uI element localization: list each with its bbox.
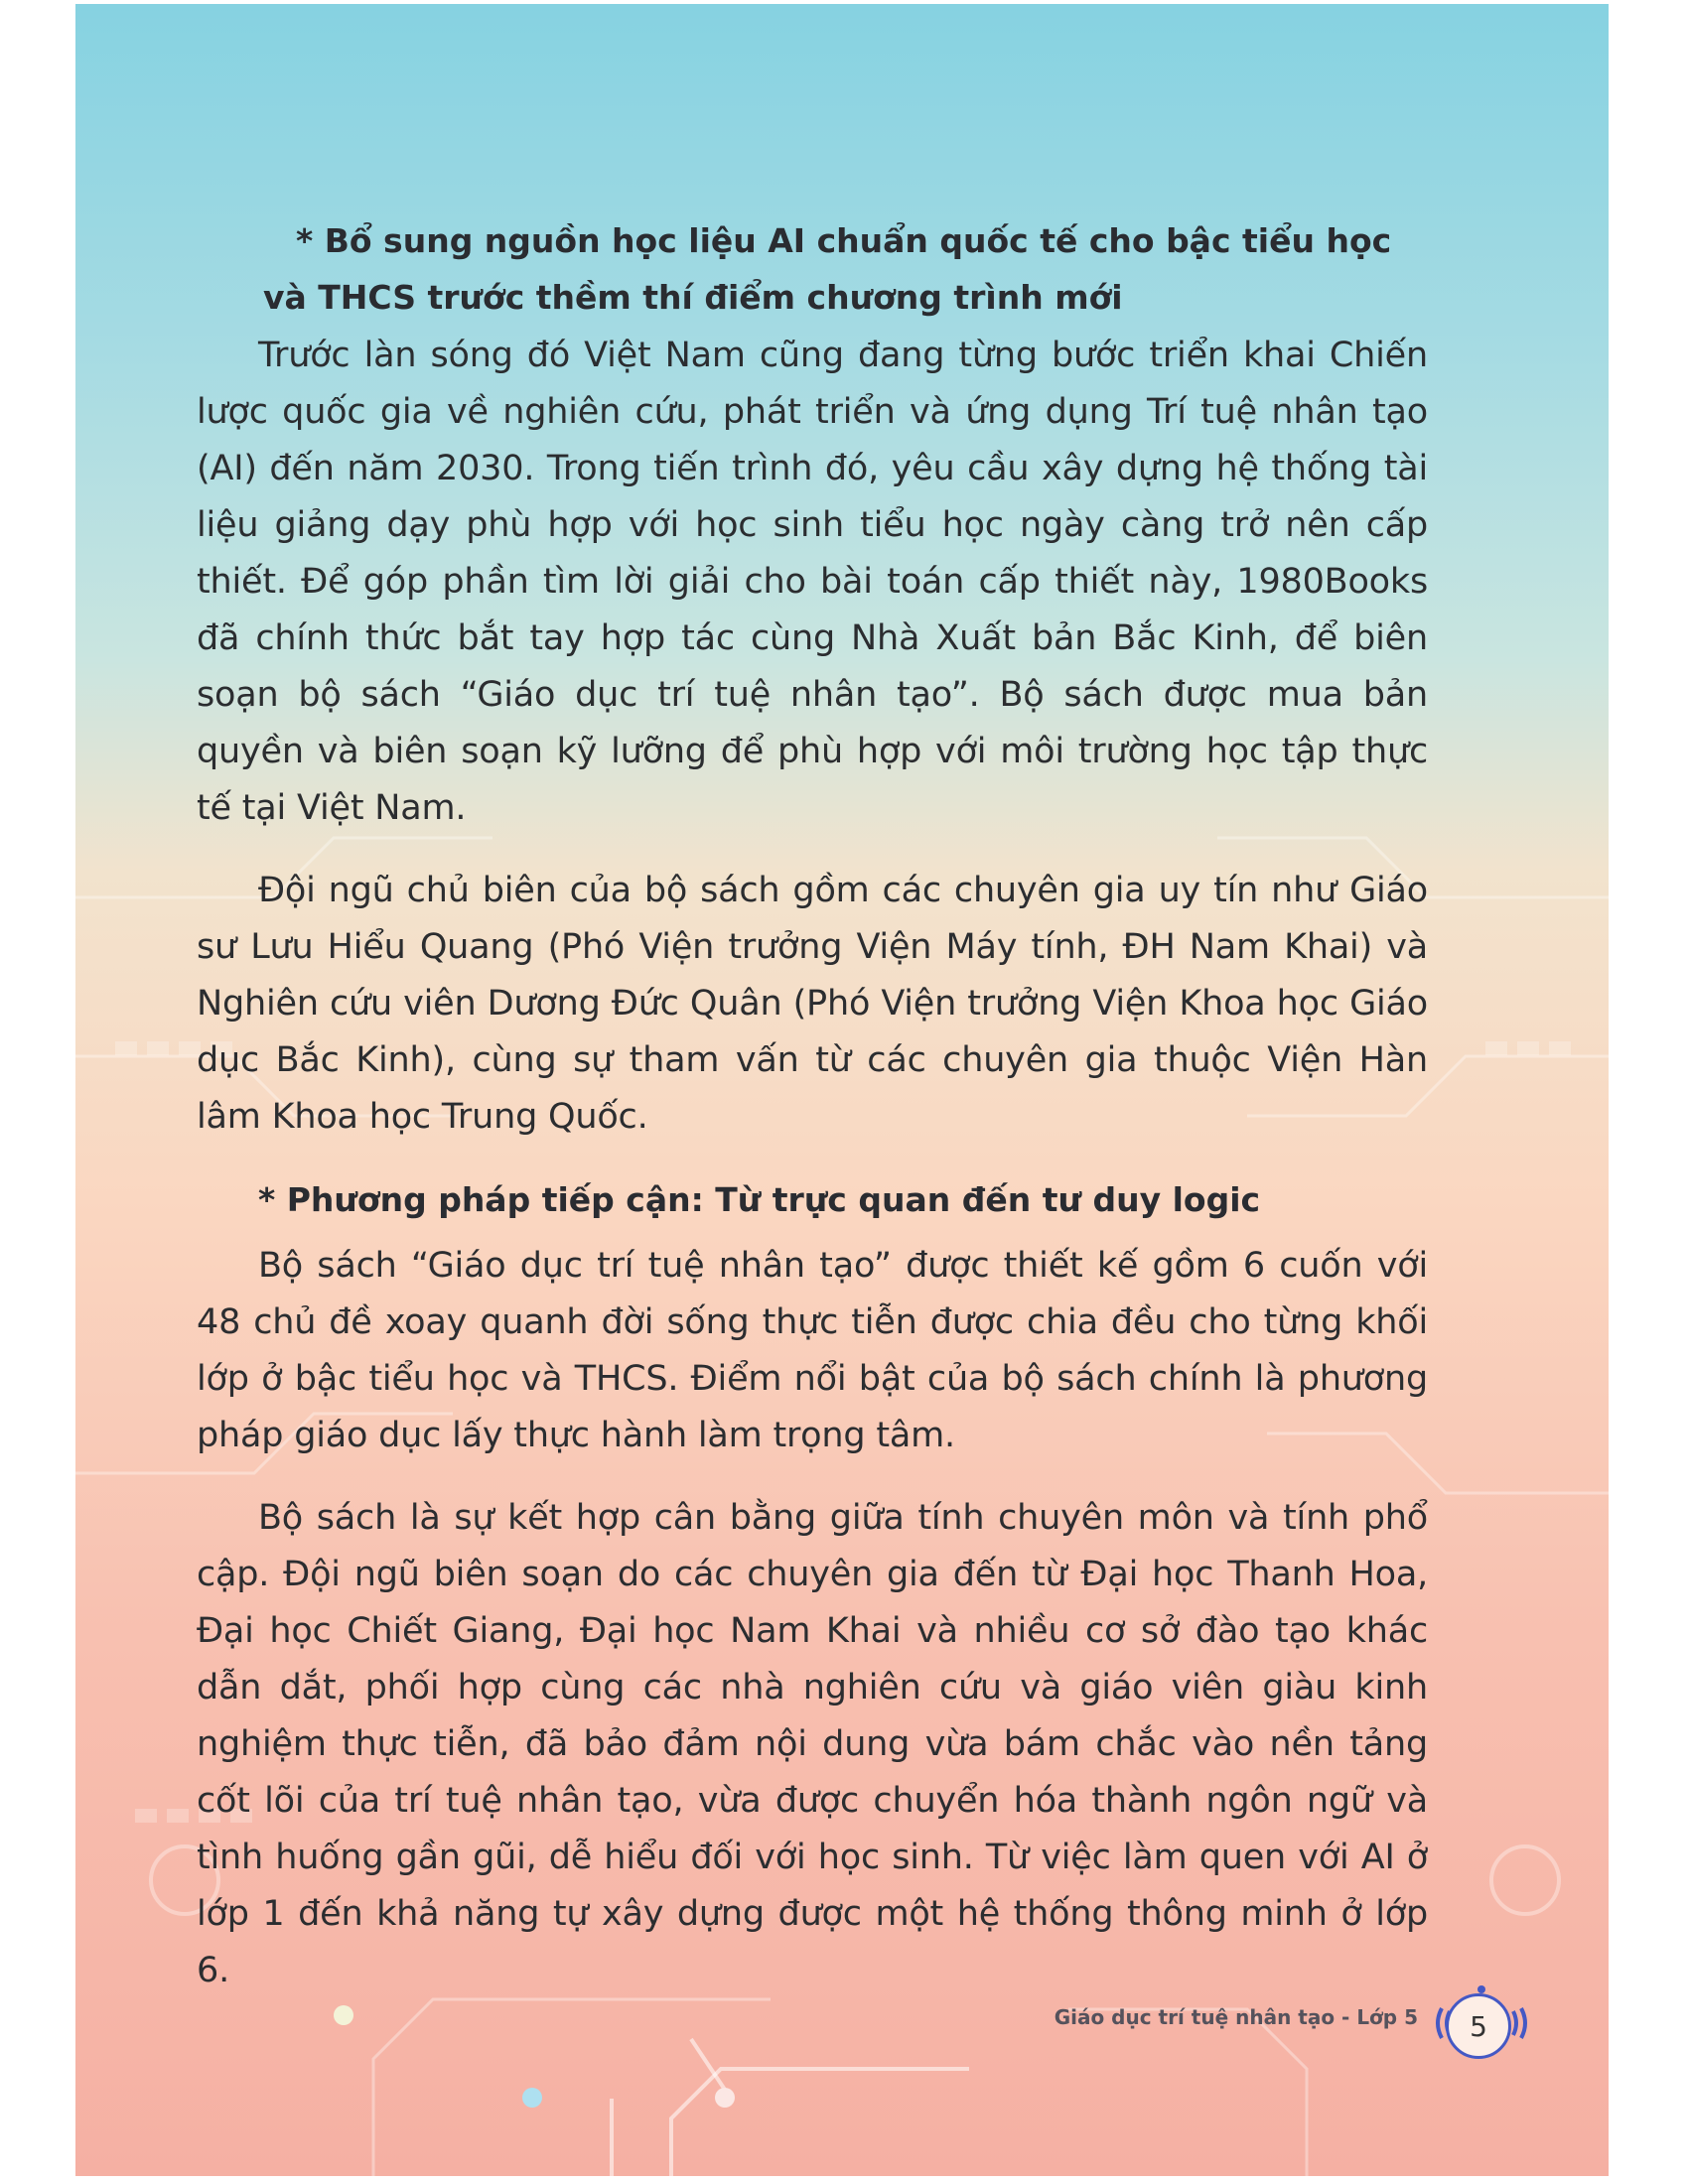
paragraph-4: Bộ sách là sự kết hợp cân bằng giữa tính chuyên môn và tính phổ cập. Đội ngũ biên soạn do các chuyên gia đến từ Đại học Thanh Hoa, Đại học Chiết Giang, Đại học Nam Khai và nhiều cơ sở đào tạo khác dẫn dắt, phối hợp cùng các nhà nghiên cứu và giáo viên giàu kinh nghiệm thực tiễn, đã bảo đảm nội dung vừa bám chắc vào nền tảng cốt lõi của trí tuệ nhân tạo, vừa được chuyển hóa thành ngôn ngữ và tình huống gần gũi, dễ hiểu đối với học sinh. Từ việc làm quen với AI ở lớp 1 đến khả năng tự xây dựng được một hệ thống thông minh ở lớp 6. xyxy=(197,1498,1428,1990)
paragraph-2: Đội ngũ chủ biên của bộ sách gồm các chuyên gia uy tín như Giáo sư Lưu Hiểu Quang (Phó Viện trưởng Viện Máy tính, ĐH Nam Khai) và Nghiên cứu viên Dương Đức Quân (Phó Viện trưởng Viện Khoa học Giáo dục Bắc Kinh), cùng sự tham vấn từ các chuyên gia thuộc Viện Hàn lâm Khoa học Trung Quốc. xyxy=(197,871,1428,1137)
page-number-badge xyxy=(1446,1993,1511,2059)
page-footer xyxy=(1015,1993,1531,2055)
paragraph-3: Bộ sách “Giáo dục trí tuệ nhân tạo” được thiết kế gồm 6 cuốn với 48 chủ đề xoay quanh đời sống thực tiễn được chia đều cho từng khối lớp ở bậc tiểu học và THCS. Điểm nổi bật của bộ sách chính là phương pháp giáo dục lấy thực hành làm trọng tâm. xyxy=(197,1246,1428,1455)
section-heading-1-line1: * Bổ sung nguồn học liệu AI chuẩn quốc tế cho bậc tiểu học xyxy=(296,221,1392,260)
section-heading-2: * Phương pháp tiếp cận: Từ trực quan đến tư duy logic xyxy=(258,1180,1261,1219)
paragraph-1: Trước làn sóng đó Việt Nam cũng đang từng bước triển khai Chiến lược quốc gia về nghiên cứu, phát triển và ứng dụng Trí tuệ nhân tạo (AI) đến năm 2030. Trong tiến trình đó, yêu cầu xây dựng hệ thống tài liệu giảng dạy phù hợp với học sinh tiểu học ngày càng trở nên cấp thiết. Để góp phần tìm lời giải cho bài toán cấp thiết này, 1980Books đã chính thức bắt tay hợp tác cùng Nhà Xuất bản Bắc Kinh, để biên soạn bộ sách “Giáo dục trí tuệ nhân tạo”. Bộ sách được mua bản quyền và biên soạn kỹ lưỡng để phù hợp với môi trường học tập thực tế tại Việt Nam. xyxy=(197,336,1428,828)
page xyxy=(75,4,1609,2176)
page-number: 5 xyxy=(1470,2009,1487,2043)
footer-book-title: Giáo dục trí tuệ nhân tạo - Lớp 5 xyxy=(1054,2005,1418,2029)
article-body xyxy=(197,212,1428,2025)
section-heading-1 xyxy=(197,212,1428,326)
section-heading-1-line2: và THCS trước thềm thí điểm chương trình mới xyxy=(263,278,1123,317)
